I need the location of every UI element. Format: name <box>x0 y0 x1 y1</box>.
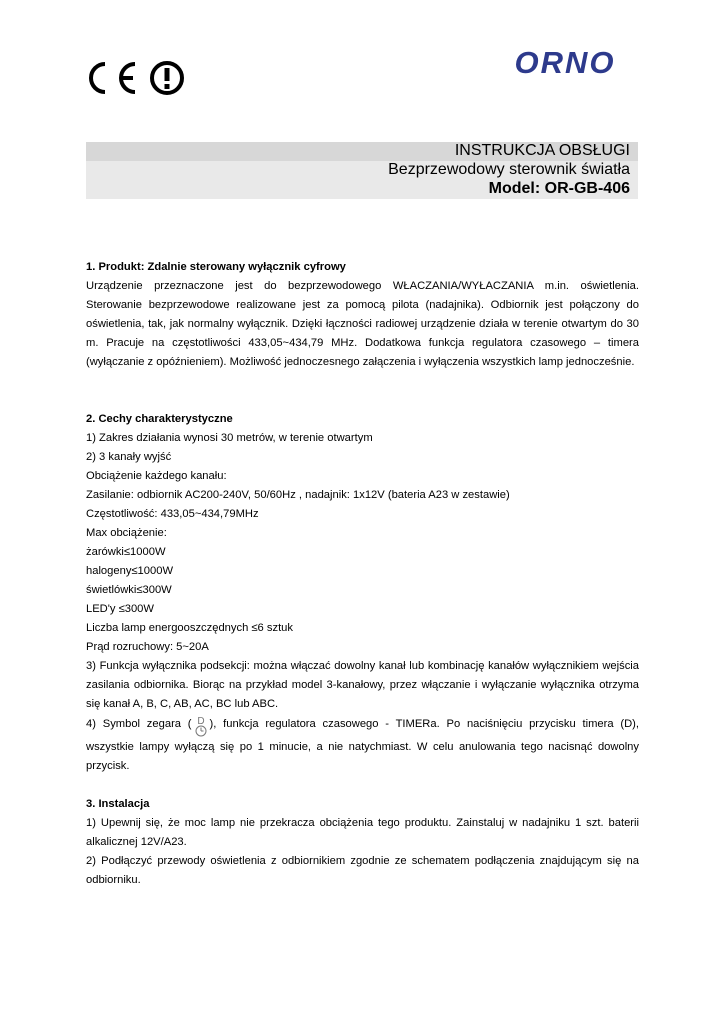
item-4-prefix: 4) Symbol zegara ( <box>86 718 192 730</box>
feature-line: Prąd rozruchowy: 5~20A <box>86 641 209 653</box>
feature-line: Liczba lamp energooszczędnych ≤6 sztuk <box>86 622 294 634</box>
document-subtitle: Bezprzewodowy sterownik światła <box>388 161 630 178</box>
section-1-heading: 1. Produkt: Zdalnie sterowany wyłącznik cyfrowy <box>86 261 346 273</box>
section-3-heading: 3. Instalacja <box>86 798 150 810</box>
orno-logo <box>494 46 636 78</box>
feature-line: Częstotliwość: 433,05~434,79MHz <box>86 508 259 520</box>
feature-line: Zasilanie: odbiornik AC200-240V, 50/60Hz , nadajnik: 1x12V (bateria A23 w zestawie) <box>86 489 510 501</box>
feature-line: halogeny≤1000W <box>86 565 173 577</box>
feature-line: Max obciążenie: <box>86 527 167 539</box>
document-title: INSTRUKCJA OBSŁUGI <box>454 142 630 159</box>
ce-warning-icon <box>86 58 186 98</box>
section-1-body: Urządzenie przeznaczone jest do bezprzewodowego WŁACZANIA/WYŁACZANIA m.in. oświetlenia. Sterowanie bezprzewodowe realizowane jest za pomocą pilota (nadajnika). Odbiornik jest połączony do oświetlenia, tak, jak normalny wyłącznik. Dzięki łączności radiowej urządzenie działa w terenie otwartym do 30 m. Pracuje na częstotliwości 433,05~434,79 MHz. Dodatkowa funkcja regulatora czasowego – timera (wyłączanie z opóźnieniem). Możliwość jednoczesnego załączenia i wyłączenia wszystkich lamp jednocześnie. <box>86 280 639 368</box>
feature-line: Obciążenie każdego kanału: <box>86 470 227 482</box>
feature-line: żarówki≤1000W <box>86 546 166 558</box>
feature-item-3: 3) Funkcja wyłącznika podsekcji: można włączać dowolny kanał lub kombinację kanałów wyłącznikiem wejścia zasilania odbiornika. Biorąc na przykład model 3-kanałowy, przez włączanie i wyłączanie wyłącznika otrzyma się kanał A, B, C, AB, AC, BC lub ABC. <box>86 660 639 710</box>
feature-line: świetlówki≤300W <box>86 584 172 596</box>
feature-item-4 <box>86 714 639 776</box>
installation-item-1: 1) Upewnij się, że moc lamp nie przekracza obciążenia tego produktu. Zainstaluj w nadajniku 1 szt. baterii alkalicznej 12V/A23. <box>86 817 639 848</box>
item-4-text: ), funkcja regulatora czasowego - TIMERa. Po naciśnięciu przycisku timera (D), wszystkie lampy wyłączą się po 1 minucie, a nie natychmiast. W celu anulowania tego nacisnąć dowolny przycisk. <box>86 718 639 772</box>
svg-text:ORNO: ORNO <box>514 46 616 78</box>
feature-line: 1) Zakres działania wynosi 30 metrów, w terenie otwartym <box>86 432 373 444</box>
section-2-heading: 2. Cechy charakterystyczne <box>86 413 233 425</box>
document-body <box>86 258 639 890</box>
clock-timer-icon <box>194 714 208 738</box>
model-number: Model: OR-GB-406 <box>488 180 630 197</box>
clock-icon-letter: D <box>196 716 205 727</box>
installation-item-2: 2) Podłączyć przewody oświetlenia z odbiornikiem zgodnie ze schematem podłączenia znajdującym się na odbiorniku. <box>86 855 639 886</box>
feature-line: LED'y ≤300W <box>86 603 154 615</box>
feature-line: 2) 3 kanały wyjść <box>86 451 172 463</box>
